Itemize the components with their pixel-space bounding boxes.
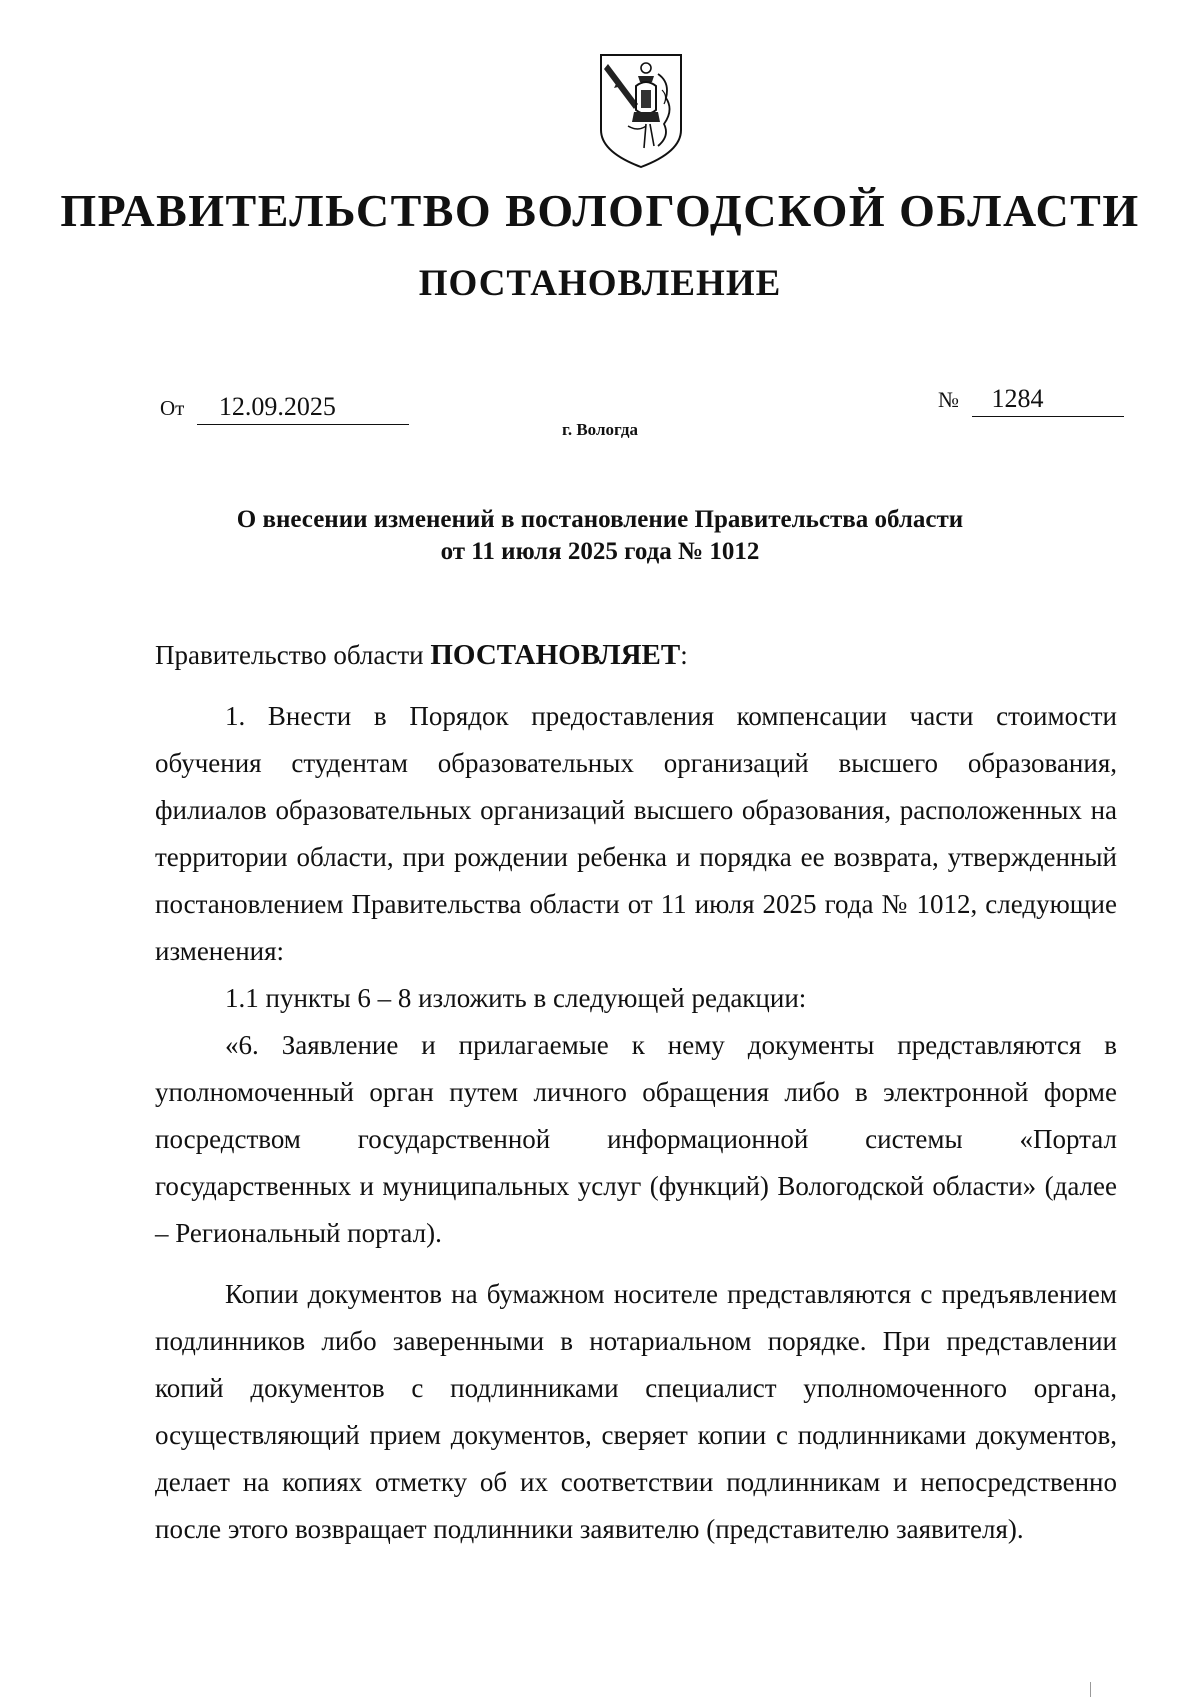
document-type-heading: ПОСТАНОВЛЕНИЕ: [418, 263, 782, 304]
intro-prefix: Правительство области: [155, 640, 431, 670]
resolution-intro: [155, 632, 1117, 679]
organization-title: ПРАВИТЕЛЬСТВО ВОЛОГОДСКОЙ ОБЛАСТИ: [60, 185, 1140, 236]
paragraph-copies: Копии документов на бумажном носителе представляются с предъявлением подлинников либо заверенными в нотариальном порядке. При представлении копий документов с подлинниками специалист уполномоченного органа, осуществляющий прием документов, сверяет копии с подлинниками документов, делает на копиях отметку об их соответствии подлинникам и непосредственно после этого возвращает подлинники заявителю (представителю заявителя).: [155, 1279, 1117, 1544]
paragraph-clause-6: «6. Заявление и прилагаемые к нему документы представляются в уполномоченный орган путем личного обращения либо в электронной форме посредством государственной информационной системы «Портал государственных и муниципальных услуг (функций) Вологодской области» (далее – Региональный портал).: [155, 1030, 1117, 1248]
subject-line-2: от 11 июля 2025 года № 1012: [440, 538, 760, 565]
number-label: №: [938, 387, 959, 412]
document-number: 1284: [972, 384, 1124, 417]
document-date: 12.09.2025: [197, 392, 409, 425]
paragraph-item-1-1: 1.1 пункты 6 – 8 изложить в следующей редакции:: [225, 983, 807, 1013]
document-body: [155, 632, 1117, 1553]
document-number-line: [938, 384, 1124, 417]
issue-city: г. Вологда: [562, 420, 638, 439]
document-subject: [0, 504, 1200, 568]
resolution-keyword: ПОСТАНОВЛЯЕТ: [430, 639, 681, 671]
paragraph-item-1: 1. Внести в Порядок предоставления компенсации части стоимости обучения студентам образовательных организаций высшего образования, филиалов образовательных организаций высшего образования, расположенных на территории области, при рождении ребенка и порядка ее возврата, утвержденный постановлением Правительства области от 11 июля 2025 года № 1012, следующие изменения:: [155, 701, 1117, 966]
vologda-coat-of-arms-icon: [598, 52, 684, 170]
intro-suffix: :: [680, 640, 688, 670]
date-label: От: [160, 396, 185, 420]
subject-line-1: О внесении изменений в постановление Правительства области: [236, 506, 964, 533]
scan-margin-mark: [1090, 1682, 1091, 1697]
